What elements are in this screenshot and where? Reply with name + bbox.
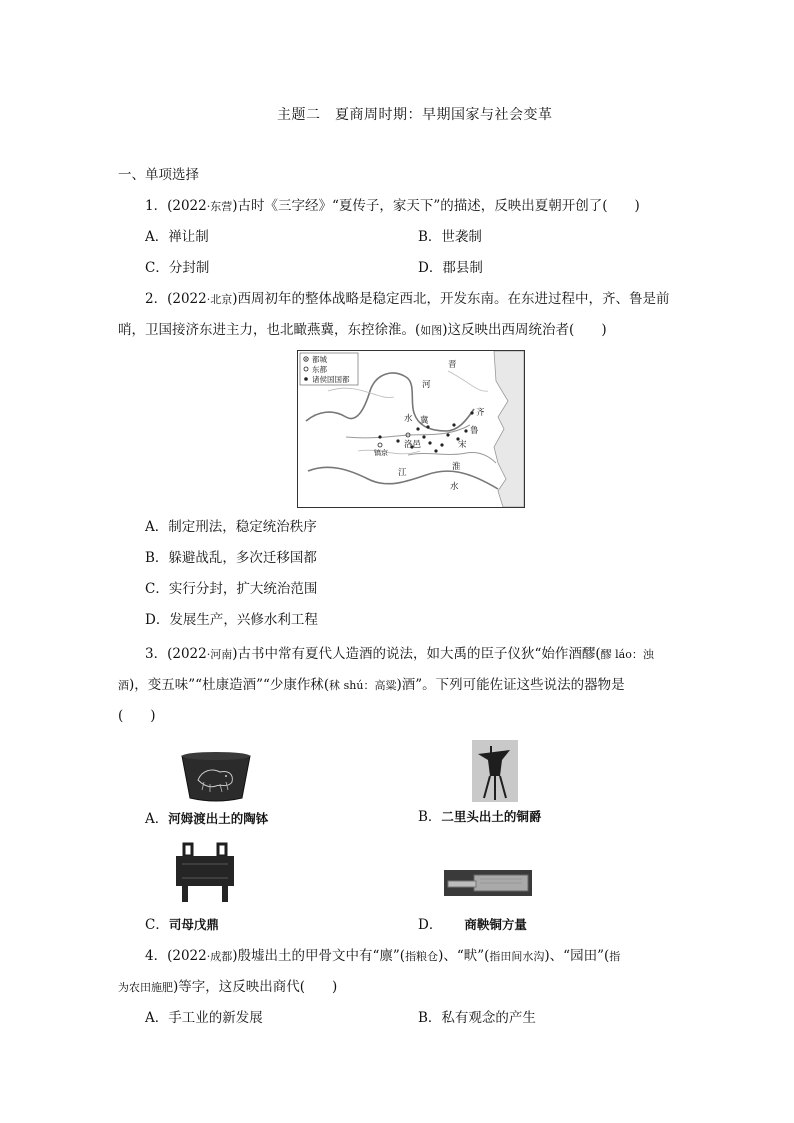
q2-source: ·北京 [206,293,233,306]
map-label-haojing: 镐京 [374,449,388,457]
caption-a-text: 河姆渡出土的陶钵 [168,811,269,826]
q4-text-1: )殷墟出土的甲骨文中有“廪”( [232,948,406,964]
legend-vassal-capital: 诸侯国国都 [312,375,350,384]
map-label-shui-2: 水 [450,482,459,492]
q1-option-d: D．郡县制 [418,260,483,276]
caption-d [418,914,527,935]
q2-figure-ref: 如图 [420,324,443,337]
q1-source: ·东营 [206,200,233,213]
map-label-luoyi: 洛邑 [404,440,422,450]
q4-text-4: )等字，这反映出商代( ) [173,979,338,995]
q3-note-jiu: 酒 [118,679,129,692]
q4-number: 4．(2022 [145,948,207,964]
caption-c-letter: C． [145,917,169,933]
caption-c-text: 司母戊鼎 [168,917,219,932]
q4-option-b: B．私有观念的产生 [418,1010,536,1026]
caption-d-letter: D． [418,917,443,933]
q2-text-1: )西周初年的整体战略是稳定西北，开发东南。在东进过程中，齐、鲁是前 [232,291,670,307]
caption-d-text: 商鞅铜方量 [464,917,527,932]
map-label-shui: 水 [404,414,413,424]
q2-option-b: B．躲避战乱，多次迁移国都 [145,550,317,566]
q4-note-4: 为农田施肥 [118,981,173,994]
q3-text-1: )古书中常有夏代人造酒的说法，如大禹的臣子仪狄“始作酒醪( [232,646,601,662]
map-label-ji: 冀 [420,416,429,426]
map-label-huai: 淮 [452,462,461,472]
map-label-song: 宋 [458,440,467,450]
question-2-stem-line2 [118,320,607,341]
q4-note-2: 指田间水沟 [489,950,545,963]
photo-pottery-bowl [180,750,252,804]
q4-source: ·成都 [206,950,233,963]
q3-number: 3．(2022 [145,646,207,662]
question-2-stem-line1 [145,289,670,310]
photo-simuwu-ding [172,842,238,904]
caption-a-letter: A． [145,811,169,827]
q3-text-2: )，变五味”“杜康造酒”“少康作秫( [129,677,330,693]
q1-option-a: A．禅让制 [145,229,209,245]
q2-text-2: 哨，卫国接济东进主力，也北瞰燕冀，东控徐淮。( [118,322,421,338]
q4-note-3: 指 [609,950,621,963]
map-label-qi: 齐 [476,408,485,418]
question-1-stem [145,196,640,217]
caption-c [145,914,219,935]
legend-east-capital: 东都 [312,365,327,374]
q1-option-b: B．世袭制 [418,229,482,245]
question-4-stem-line1 [145,946,620,967]
q2-text-3: )这反映出西周统治者( ) [442,322,607,338]
western-zhou-map [297,350,525,508]
caption-b-text: 二里头出土的铜爵 [441,809,542,824]
q1-text: )古时《三字经》“夏传子，家天下”的描述，反映出夏朝开创了( ) [232,198,640,214]
q4-text-2: )、“畎”( [438,948,490,964]
page-title: 主题二 夏商周时期：早期国家与社会变革 [277,107,553,123]
question-3-stem-line3: ( ) [118,708,156,724]
caption-b [418,806,541,827]
q1-number: 1．(2022 [145,198,207,214]
question-3-stem-line2 [118,675,625,696]
section-heading: 一、单项选择 [118,167,199,183]
q2-option-c: C．实行分封，扩大统治范围 [145,581,318,597]
map-label-he: 河 [422,380,431,390]
map-label-lu: 鲁 [470,426,479,436]
legend-capital: 都城 [312,355,327,364]
q4-note-1: 指粮仓 [405,950,439,963]
caption-b-letter: B． [418,809,442,825]
photo-bronze-jue [472,740,518,802]
q2-option-d: D．发展生产，兴修水利工程 [145,612,318,628]
q2-option-a: A．制定刑法，稳定统治秩序 [145,519,317,535]
q3-note-lao: 醪 láo：浊 [600,648,654,661]
question-3-stem-line1 [145,644,654,665]
caption-a [145,808,268,829]
q3-note-shu: 秫 shú：高粱 [329,679,397,692]
q3-text-3: )酒”。下列可能佐证这些说法的器物是 [396,677,625,693]
q1-option-c: C．分封制 [145,260,210,276]
map-label-jin: 晋 [448,360,457,370]
question-4-stem-line2 [118,977,337,998]
q4-text-3: )、“园田”( [544,948,610,964]
map-label-jiang: 江 [398,468,407,478]
q3-source: ·河南 [206,648,233,661]
photo-shangyang-measure [444,870,532,896]
q4-option-a: A．手工业的新发展 [145,1010,263,1026]
q2-number: 2．(2022 [145,291,207,307]
